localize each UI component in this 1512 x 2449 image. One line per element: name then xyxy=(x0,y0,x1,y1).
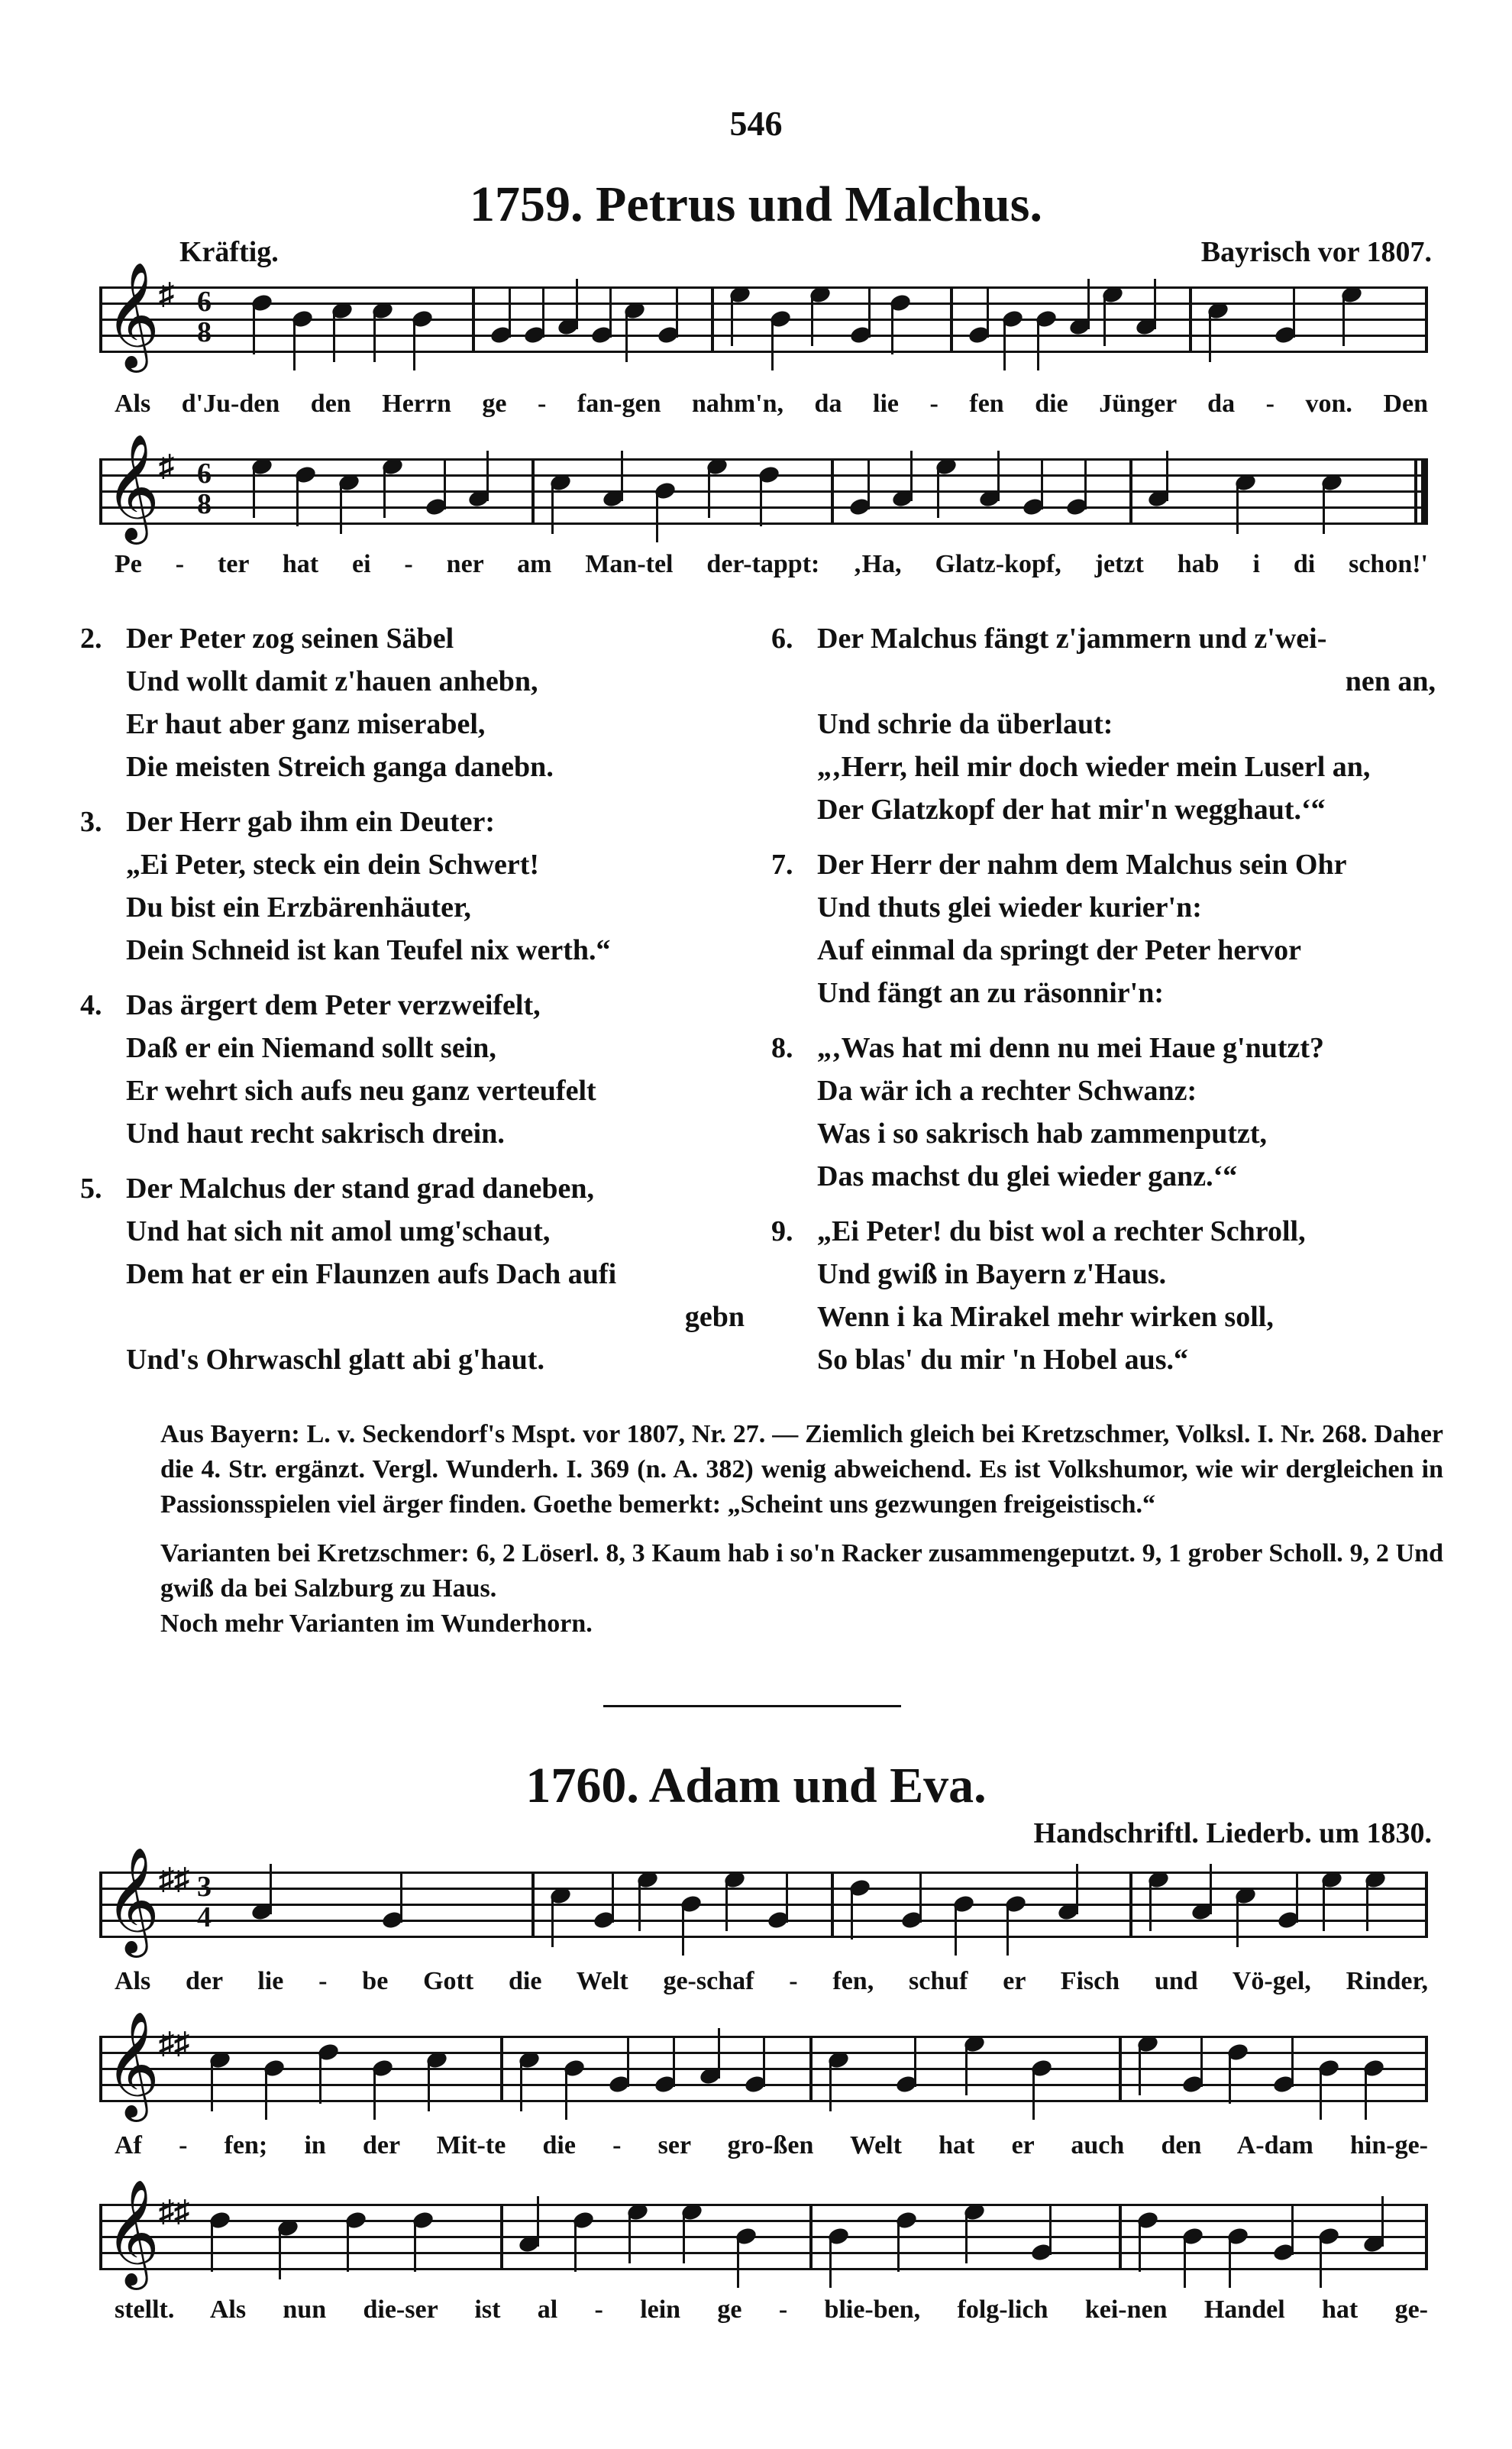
stanza-line: Das ärgert dem Peter verzweifelt, xyxy=(126,989,541,1021)
song-title-1760: 1760. Adam und Eva. xyxy=(525,1758,987,1813)
final-barline xyxy=(1414,458,1417,525)
final-barline xyxy=(1421,458,1428,525)
note-stem xyxy=(319,2053,321,2104)
note-stem xyxy=(638,1881,641,1931)
note-stem xyxy=(867,459,870,510)
note-stem xyxy=(253,467,255,518)
time-denominator: 8 xyxy=(197,316,212,348)
stanza-line: Was i so sakrisch hab zammenputzt, xyxy=(817,1118,1268,1150)
note-stem xyxy=(1184,2237,1186,2288)
barline xyxy=(1425,286,1428,353)
note-stem xyxy=(296,476,299,526)
stanza-line: Die meisten Streich ganga danebn. xyxy=(126,751,554,783)
stanza-number: 3. xyxy=(80,806,102,838)
staff-line xyxy=(99,351,1428,353)
note-stem xyxy=(383,467,386,518)
treble-clef-icon: 𝄞 xyxy=(105,262,160,368)
note-stem xyxy=(656,492,658,542)
stanza xyxy=(771,1027,1436,1198)
note-paragraph: Varianten bei Kretzschmer: 6, 2 Löserl. 8, 3 Kaum hab i so'n Racker zusammengeputzt. 9, 1 grober Scholl. 9, 2 Und gwiß da bei Salzburg zu Haus. xyxy=(160,1539,1443,1603)
note-stem xyxy=(428,2061,430,2111)
note-stem xyxy=(919,1872,922,1923)
barline xyxy=(472,286,475,353)
note-stem xyxy=(1296,1872,1298,1923)
note-stem xyxy=(414,2221,416,2272)
song-title-1759: 1759. Petrus und Malchus. xyxy=(470,176,1042,232)
stanza-line: „Ei Peter! du bist wol a rechter Schroll, xyxy=(817,1215,1306,1247)
stanza-number: 2. xyxy=(80,623,102,655)
stanza-line: Und thuts glei wieder kurier'n: xyxy=(817,891,1202,924)
barline xyxy=(809,2036,813,2102)
note-stem xyxy=(551,1897,554,1947)
note-stem xyxy=(1200,2037,1203,2087)
staff-line xyxy=(99,2220,1428,2222)
music-staff xyxy=(99,262,1428,368)
page-number: 546 xyxy=(729,104,783,143)
time-numerator: 6 xyxy=(197,458,212,490)
note-stem xyxy=(265,2069,267,2120)
note-stem xyxy=(731,296,733,346)
staff-line xyxy=(99,506,1428,509)
barline xyxy=(500,2204,503,2270)
music-staff xyxy=(99,2011,1428,2117)
stanza-line: Und's Ohrwaschl glatt abi g'haut. xyxy=(126,1344,544,1376)
lyric-line: stellt. Als nun die-ser ist al - lein ge - blie-ben, folg-lich kei-nen Handel hat ge- xyxy=(115,2295,1428,2324)
treble-clef-icon: 𝄞 xyxy=(105,1847,160,1953)
note-stem xyxy=(1366,1881,1368,1931)
tempo-marking: Kräftig. xyxy=(179,236,279,268)
note-stem xyxy=(1037,320,1039,370)
stanza xyxy=(80,1167,745,1381)
stanza-line: „Ei Peter, steck ein dein Schwert! xyxy=(126,849,540,881)
note-stem xyxy=(270,1864,272,1914)
stanzas-right-column xyxy=(771,617,1436,1393)
staff-line xyxy=(99,458,1428,461)
note-stem xyxy=(1006,1905,1009,1956)
note-stem xyxy=(1320,2237,1322,2288)
note-stem xyxy=(1291,2037,1294,2087)
treble-clef-icon: 𝄞 xyxy=(105,2179,160,2286)
stanza-line: Da wär ich a rechter Schwanz: xyxy=(817,1075,1197,1107)
stanza-number: 5. xyxy=(80,1173,102,1205)
barline xyxy=(1119,2036,1122,2102)
lyric-line: Pe - ter hat ei - ner am Man-tel der-tappt: ‚Ha, Glatz-kopf, jetzt hab i di schon!' xyxy=(115,550,1428,578)
barline xyxy=(99,286,102,353)
barline xyxy=(1425,1872,1428,1938)
note-stem xyxy=(718,2028,720,2079)
note-stem xyxy=(400,1872,402,1923)
note-stem xyxy=(537,2196,539,2247)
note-stem xyxy=(1166,451,1168,501)
staff-line xyxy=(99,490,1428,493)
stanza-line: Dein Schneid ist kan Teufel nix werth.“ xyxy=(126,934,611,966)
stanza-line: „‚Was hat mi denn nu mei Haue g'nutzt? xyxy=(817,1032,1325,1064)
note-stem xyxy=(868,287,871,338)
note-stem xyxy=(574,2221,577,2272)
stanza xyxy=(771,617,1436,831)
staff-line xyxy=(99,1936,1428,1938)
barline xyxy=(809,2204,813,2270)
section-divider xyxy=(603,1705,901,1707)
note-stem xyxy=(333,312,335,362)
note-stem xyxy=(509,287,511,338)
note-stem xyxy=(1049,2205,1052,2255)
note-stem xyxy=(520,2061,522,2111)
note-stem xyxy=(829,2237,832,2288)
staff-line xyxy=(99,1872,1428,1874)
key-signature: ♯♯ xyxy=(159,1862,189,1896)
note-stem xyxy=(1139,2045,1141,2095)
barline xyxy=(1189,286,1192,353)
note-stem xyxy=(760,476,762,526)
time-numerator: 6 xyxy=(197,286,212,318)
note-stem xyxy=(914,2037,916,2087)
barline xyxy=(1129,458,1132,525)
note-stem xyxy=(1323,484,1325,534)
stanzas-left-column xyxy=(80,617,745,1393)
note-stem xyxy=(786,1872,788,1923)
stanza-line: Der Herr der nahm dem Malchus sein Ohr xyxy=(817,849,1347,881)
treble-clef-icon: 𝄞 xyxy=(105,2011,160,2117)
staff-line xyxy=(99,1904,1428,1906)
stanza-line: Wenn i ka Mirakel mehr wirken soll, xyxy=(817,1301,1274,1333)
note-stem xyxy=(737,2237,739,2288)
lyric-line: Als d'Ju-den den Herrn ge - fan-gen nahm'n, da lie - fen die Jünger da - von. Den xyxy=(115,390,1428,418)
note-stem xyxy=(340,484,342,534)
stanza-line: Der Malchus fängt z'jammern und z'wei- xyxy=(817,623,1327,655)
stanza-line: „‚Herr, heil mir doch wieder mein Luserl an, xyxy=(817,751,1371,783)
stanza-line: Und fängt an zu räsonnir'n: xyxy=(817,977,1164,1009)
treble-clef-icon: 𝄞 xyxy=(105,434,160,540)
time-denominator: 4 xyxy=(197,1901,212,1933)
barline xyxy=(711,286,714,353)
note-stem xyxy=(373,2069,376,2120)
song-source: Handschriftl. Liederb. um 1830. xyxy=(1033,1817,1432,1849)
stanza-line: Er haut aber ganz miserabel, xyxy=(126,708,486,740)
time-signature xyxy=(197,286,212,348)
stanza-line: Und gwiß in Bayern z'Haus. xyxy=(817,1258,1167,1290)
note-stem xyxy=(625,312,628,362)
note-stem xyxy=(708,467,710,518)
barline xyxy=(99,458,102,525)
staff-line xyxy=(99,286,1428,289)
note-stem xyxy=(1149,1881,1152,1931)
note-paragraph: Aus Bayern: L. v. Seckendorf's Mspt. vor 1807, Nr. 27. — Ziemlich gleich bei Kretzschmer, Volksl. I. Nr. 268. Daher die 4. Str. ergänzt. Vergl. Wunderh. I. 369 (n. A. 382) wenig abweichend. Es ist Volkshumor, wie wir dergleichen in Passionsspielen viel ärger finden. Goethe bemerkt: „Scheint uns gezwungen freigeistisch.“ xyxy=(160,1420,1443,1519)
barline xyxy=(831,458,834,525)
stanza-line: Und schrie da überlaut: xyxy=(817,708,1113,740)
note-stem xyxy=(1291,2205,1294,2255)
note-stem xyxy=(987,287,989,338)
staff-line xyxy=(99,302,1428,305)
note-stem xyxy=(1084,459,1087,510)
key-signature: ♯♯ xyxy=(159,2194,189,2228)
time-signature xyxy=(197,458,212,519)
stanza-line: Du bist ein Erzbärenhäuter, xyxy=(126,891,471,924)
note-stem xyxy=(211,2061,213,2111)
note-stem xyxy=(1323,1881,1325,1931)
lyric-line: Af - fen; in der Mit-te die - ser gro-ßen Welt hat er auch den A-dam hin-ge- xyxy=(115,2131,1428,2159)
note-stem xyxy=(609,287,612,338)
note-stem xyxy=(851,1889,853,1939)
time-numerator: 3 xyxy=(197,1871,212,1903)
key-signature: ♯ xyxy=(159,277,174,311)
note-stem xyxy=(771,320,774,370)
barline xyxy=(99,2204,102,2270)
stanza xyxy=(771,843,1436,1014)
barline xyxy=(1119,2204,1122,2270)
note-stem xyxy=(763,2037,765,2087)
note-stem xyxy=(347,2221,349,2272)
note-stem xyxy=(373,312,376,362)
note-stem xyxy=(1139,2221,1141,2272)
note-stem xyxy=(965,2045,968,2095)
note-stem xyxy=(253,304,255,354)
stanza-number: 7. xyxy=(771,849,793,881)
stanza-line: Der Peter zog seinen Säbel xyxy=(126,623,454,655)
stanza xyxy=(80,801,745,972)
stanza-line: Und hat sich nit amol umg'schaut, xyxy=(126,1215,551,1247)
note-stem xyxy=(1342,296,1345,346)
note-stem xyxy=(1229,2237,1231,2288)
music-staff xyxy=(99,2179,1428,2286)
barline xyxy=(1425,2204,1428,2270)
stanza-line: Der Glatzkopf der hat mir'n wegghaut.‘“ xyxy=(817,794,1326,826)
barline xyxy=(531,1872,535,1938)
note-paragraph: Noch mehr Varianten im Wunderhorn. xyxy=(160,1609,593,1638)
note-stem xyxy=(1365,2069,1367,2120)
stanza-line: Und haut recht sakrisch drein. xyxy=(126,1118,505,1150)
note-stem xyxy=(1209,312,1211,362)
note-stem xyxy=(965,2213,968,2263)
note-stem xyxy=(676,287,678,338)
stanza-line: Daß er ein Niemand sollt sein, xyxy=(126,1032,496,1064)
barline xyxy=(500,2036,503,2102)
note-stem xyxy=(576,279,578,329)
note-stem xyxy=(1236,484,1239,534)
note-stem xyxy=(1032,2069,1035,2120)
source-notes xyxy=(160,1417,1443,1655)
stanza-line: Und wollt damit z'hauen anhebn, xyxy=(126,665,538,697)
note-stem xyxy=(1154,279,1156,329)
key-signature: ♯ xyxy=(159,448,174,483)
staff-line xyxy=(99,2204,1428,2206)
time-denominator: 8 xyxy=(197,488,212,520)
barline xyxy=(1129,1872,1132,1938)
note-stem xyxy=(627,2037,629,2087)
note-stem xyxy=(279,2229,281,2279)
stanza-number: 8. xyxy=(771,1032,793,1064)
stanza-line: So blas' du mir 'n Hobel aus.“ xyxy=(817,1344,1189,1376)
barline xyxy=(99,2036,102,2102)
note-stem xyxy=(1236,1897,1239,1947)
note-stem xyxy=(612,1872,614,1923)
stanza-number: 6. xyxy=(771,623,793,655)
lyric-line: Als der lie - be Gott die Welt ge-schaf - fen, schuf er Fisch und Vö-gel, Rinder, xyxy=(115,1967,1428,1995)
staff-line xyxy=(99,522,1428,525)
note-stem xyxy=(910,451,913,501)
barline xyxy=(99,1872,102,1938)
stanza-line: Er wehrt sich aufs neu ganz verteufelt xyxy=(126,1075,596,1107)
barline xyxy=(1425,2036,1428,2102)
stanza-line: Auf einmal da springt der Peter hervor xyxy=(817,934,1301,966)
note-stem xyxy=(1320,2069,1322,2120)
stanza-line: Der Malchus der stand grad daneben, xyxy=(126,1173,594,1205)
staff-line xyxy=(99,335,1428,337)
note-stem xyxy=(897,2221,900,2272)
stanza-number: 4. xyxy=(80,989,102,1021)
note-stem xyxy=(1087,279,1090,329)
note-stem xyxy=(1229,2053,1231,2104)
note-stem xyxy=(829,2061,832,2111)
stanza xyxy=(80,617,745,788)
stanza-number: 9. xyxy=(771,1215,793,1247)
note-stem xyxy=(413,320,415,370)
stanza-line: Der Herr gab ihm ein Deuter: xyxy=(126,806,495,838)
music-staff xyxy=(99,1847,1428,1953)
note-stem xyxy=(811,296,813,346)
note-stem xyxy=(486,451,489,501)
note-stem xyxy=(683,2213,685,2263)
note-stem xyxy=(937,467,939,518)
note-stem xyxy=(542,287,544,338)
staff-line xyxy=(99,1920,1428,1922)
note-stem xyxy=(725,1881,728,1931)
note-stem xyxy=(891,304,893,354)
note-stem xyxy=(673,2037,675,2087)
note-stem xyxy=(1003,320,1006,370)
stanza-line: nen an, xyxy=(1345,665,1436,697)
note-stem xyxy=(682,1905,684,1956)
time-signature xyxy=(197,1872,212,1933)
stanza-line: gebn xyxy=(684,1301,745,1333)
stanza-line: Das machst du glei wieder ganz.‘“ xyxy=(817,1160,1238,1192)
note-stem xyxy=(628,2213,631,2263)
stanza xyxy=(771,1210,1436,1381)
key-signature: ♯♯ xyxy=(159,2026,189,2060)
note-stem xyxy=(1076,1864,1078,1914)
note-stem xyxy=(444,459,446,510)
note-stem xyxy=(565,2069,567,2120)
stanza-line: Dem hat er ein Flaunzen aufs Dach aufi xyxy=(126,1258,617,1290)
note-stem xyxy=(1210,1864,1212,1914)
stanza xyxy=(80,984,745,1155)
barline xyxy=(531,458,535,525)
note-stem xyxy=(211,2221,213,2272)
staff-line xyxy=(99,1888,1428,1890)
note-stem xyxy=(1103,296,1106,346)
note-stem xyxy=(997,451,1000,501)
song-source: Bayrisch vor 1807. xyxy=(1200,236,1432,268)
note-stem xyxy=(551,484,554,534)
barline xyxy=(831,1872,834,1938)
music-staff xyxy=(99,434,1428,540)
note-stem xyxy=(621,451,623,501)
note-stem xyxy=(1041,459,1043,510)
note-stem xyxy=(1381,2196,1384,2247)
note-stem xyxy=(293,320,296,370)
barline xyxy=(950,286,953,353)
note-stem xyxy=(1293,287,1295,338)
note-stem xyxy=(955,1905,957,1956)
